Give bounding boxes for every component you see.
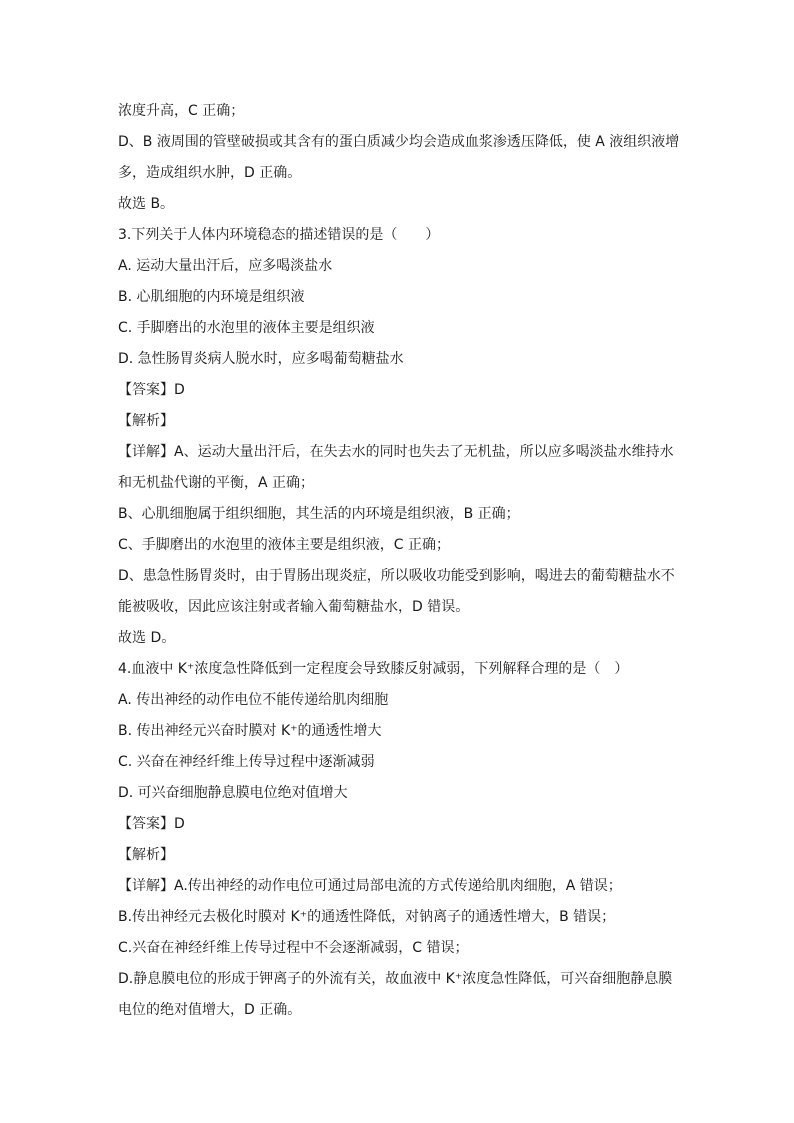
question-3-option-d: D. 急性肠胃炎病人脱水时，应多喝葡萄糖盐水 xyxy=(118,351,404,367)
question-4-analysis-heading: 【解析】 xyxy=(118,847,174,863)
text-line: D.静息膜电位的形成于钾离子的外流有关，故血液中 K⁺浓度急性降低，可兴奋细胞静息膜 xyxy=(118,971,673,987)
text-line: 故选 B。 xyxy=(118,196,175,212)
question-4-answer: 【答案】D xyxy=(118,816,185,832)
text-line: 【详解】A.传出神经的动作电位可通过局部电流的方式传递给肌肉细胞，A 错误； xyxy=(118,878,622,894)
text-line: 故选 D。 xyxy=(118,630,176,646)
text-line: 能被吸收，因此应该注射或者输入葡萄糖盐水，D 错误。 xyxy=(118,599,470,615)
question-3-analysis-heading: 【解析】 xyxy=(118,413,174,429)
text-line: D、B 液周围的管壁破损或其含有的蛋白质减少均会造成血浆渗透压降低，使 A 液组织液增 xyxy=(118,134,680,150)
text-line: 和无机盐代谢的平衡，A 正确； xyxy=(118,475,315,491)
question-4-option-d: D. 可兴奋细胞静息膜电位绝对值增大 xyxy=(118,785,348,801)
question-4-option-a: A. 传出神经的动作电位不能传递给肌肉细胞 xyxy=(118,692,389,708)
text-line: C、手脚磨出的水泡里的液体主要是组织液，C 正确； xyxy=(118,537,450,553)
text-line: 电位的绝对值增大，D 正确。 xyxy=(118,1002,302,1018)
question-4-option-b: B. 传出神经元兴奋时膜对 K⁺的通透性增大 xyxy=(118,723,382,739)
text-line: D、患急性肠胃炎时，由于胃肠出现炎症，所以吸收功能受到影响，喝进去的葡萄糖盐水不 xyxy=(118,568,675,584)
text-line: B、心肌细胞属于组织细胞，其生活的内环境是组织液，B 正确； xyxy=(118,506,520,522)
question-3-option-b: B. 心肌细胞的内环境是组织液 xyxy=(118,289,305,305)
question-3-answer: 【答案】D xyxy=(118,382,185,398)
text-line: 多，造成组织水肿，D 正确。 xyxy=(118,165,302,181)
question-3-stem: 3.下列关于人体内环境稳态的描述错误的是（ ） xyxy=(118,227,440,243)
text-line: B.传出神经元去极化时膜对 K⁺的通透性降低，对钠离子的通透性增大，B 错误； xyxy=(118,909,616,925)
question-4-option-c: C. 兴奋在神经纤维上传导过程中逐渐减弱 xyxy=(118,754,375,770)
text-line: 【详解】A、运动大量出汗后，在失去水的同时也失去了无机盐，所以应多喝淡盐水维持水 xyxy=(118,444,674,460)
question-3-option-c: C. 手脚磨出的水泡里的液体主要是组织液 xyxy=(118,320,375,336)
text-line: 浓度升高，C 正确； xyxy=(118,103,245,119)
question-4-stem: 4.血液中 K⁺浓度急性降低到一定程度会导致膝反射减弱，下列解释合理的是（ ） xyxy=(118,661,629,677)
text-line: C.兴奋在神经纤维上传导过程中不会逐渐减弱，C 错误； xyxy=(118,940,469,956)
question-3-option-a: A. 运动大量出汗后，应多喝淡盐水 xyxy=(118,258,333,274)
document-page xyxy=(118,96,688,1026)
